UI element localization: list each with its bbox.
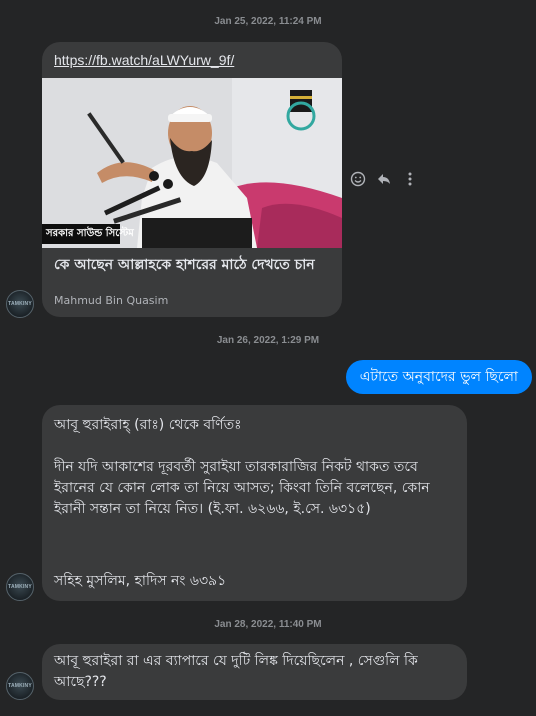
message-heading: আবূ হুরাইরাহ্ (রাঃ) থেকে বর্ণিতঃ [54,417,242,433]
sent-message[interactable]: এটাতে অনুবাদের ভুল ছিলো [346,360,532,394]
avatar[interactable]: TAMKINY [6,573,34,601]
thumbnail-image [42,78,342,248]
message-actions [350,171,418,191]
message-body: আবূ হুরাইরা রা এর ব্যাপারে যে দুটি লিঙ্ক দিয়েছিলেন , সেগুলি কি আছে??? [54,653,423,690]
avatar[interactable]: TAMKINY [6,672,34,700]
smiley-icon[interactable] [350,171,366,191]
received-message[interactable] [42,644,467,700]
timestamp: Jan 25, 2022, 11:24 PM [214,16,322,27]
timestamp: Jan 26, 2022, 1:29 PM [216,335,320,346]
message-body: দীন যদি আকাশের দূরবর্তী সুরাইয়া তারকারাজির নিকট থাকত তবে ইরানের যে কোন লোক তা নিয়ে আসত; কিংবা তিনি বলেছেন, কোন ইরানী সন্তান তা নিয়ে নিত। (ই.ফা. ৬২৬৬, ই.সে. ৬৩১৫) [54,459,435,517]
video-thumbnail[interactable] [42,78,342,248]
link-url[interactable]: https://fb.watch/aLWYurw_9f/ [54,52,235,68]
timestamp: Jan 28, 2022, 11:40 PM [214,619,322,630]
message-footer: সহিহ মুসলিম, হাদিস নং ৬৩৯১ [54,573,227,589]
received-message[interactable] [42,405,467,601]
more-icon[interactable] [402,171,418,191]
avatar[interactable]: TAMKINY [6,290,34,318]
banner-text: সরকার সাউন্ড সিস্টেম [46,228,134,239]
reply-icon[interactable] [376,171,392,191]
link-title[interactable]: কে আছেন আল্লাহকে হাশরের মাঠে দেখতে চান [54,257,315,273]
link-source: Mahmud Bin Quasim [54,294,169,307]
link-preview-card[interactable] [42,42,342,317]
